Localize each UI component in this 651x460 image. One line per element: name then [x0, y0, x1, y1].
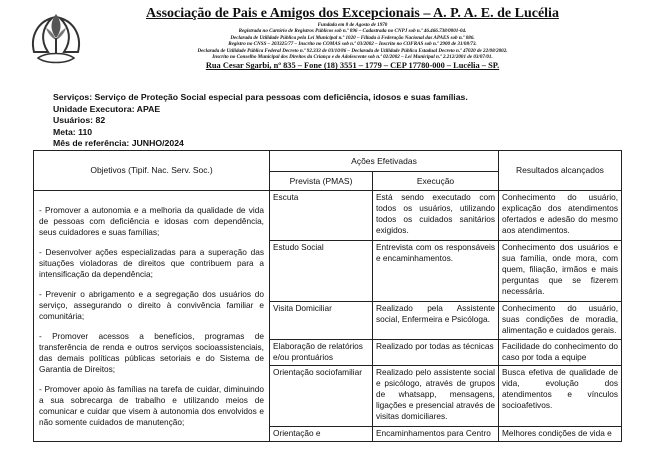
letterhead	[100, 6, 605, 71]
objetivos-cell	[34, 191, 270, 442]
resultado-cell: Busca efetiva de qualidade de vida, evolução dos atendimentos e vínculos socioafetivos.	[499, 366, 622, 427]
prevista-cell: Orientação e	[270, 427, 373, 442]
header-line-2: Registrada no Cartório de Registros Públicos sob n.º 096 – Cadastrada no CNPJ sob n.º 46.466.738/0001-04.	[238, 28, 467, 35]
objetivo-item: - Promover a autonomia e a melhoria da qualidade de vida de pessoas com deficiência e idosas com dependência, seus cuidadores e suas famílias;	[39, 205, 264, 237]
header-acoes-efetivadas: Ações Efetivadas	[270, 151, 499, 172]
table-row	[34, 191, 622, 241]
objetivo-item: - Promover acessos a benefícios, programas de transferência de renda e outros serviços socioassistenciais, das demais políticas públicas setoriais e do Sistema de Garantia de Direitos;	[39, 331, 264, 374]
execucao-cell: Encaminhamentos para Centro	[373, 427, 499, 442]
header-line-6: Inscrito no Conselho Municipal dos Direitos da Criança e do Adolescente sob n.º 02/2002 – Lei Municipal n.º 2.212/2001 de 03/07/01.	[212, 54, 493, 61]
header-line-4: Registro no CNSS – 203325/77 – Inscrito no COMAS sob n.º 03/2002 – Inscrito no COFRAS sob n.º 2900 de 31/08/73.	[228, 41, 477, 48]
apae-logo-icon	[28, 8, 84, 68]
header-execucao: Execução	[373, 172, 499, 191]
prevista-cell: Visita Domiciliar	[270, 301, 373, 339]
execucao-cell: Realizado pelo assistente social e psicólogo, através de grupos de whatsapp, mensagens, ligações e presencial através de visitas domiciliares.	[373, 366, 499, 427]
mes-referencia-line: Mês de referência: JUNHO/2024	[53, 138, 184, 148]
organization-address: Rua Cesar Sgarbi, nº 835 – Fone (18) 3551 – 1779 – CEP 17780-000 – Lucélia – SP.	[205, 61, 500, 71]
prevista-cell: Orientação sociofamiliar	[270, 366, 373, 427]
execucao-cell: Entrevista com os responsáveis e encaminhamentos.	[373, 240, 499, 301]
objetivo-item: - Prevenir o abrigamento e a segregação dos usuários do serviço, assegurando o direito à convivência familiar e comunitária;	[39, 289, 264, 321]
resultado-cell: Conhecimento dos usuários e sua família, onde mora, com quem, filiação, irmãos e mais perguntas que se fizerem necessária.	[499, 240, 622, 301]
prevista-cell: Escuta	[270, 191, 373, 241]
execucao-cell: Realizado por todas as técnicas	[373, 339, 499, 365]
header-line-3: Declarada de Utilidade Pública pela Lei Municipal n.º 1020 – Filiada à Federação Nacional das APAES sob n.º 086.	[230, 34, 475, 41]
execucao-cell: Realizado pela Assistente social, Enfermeira e Psicóloga.	[373, 301, 499, 339]
header-line-1: Fundada em 8 de Agosto de 1970	[317, 22, 388, 28]
usuarios-line: Usuários: 82	[53, 115, 106, 125]
resultado-cell: Facilidade do conhecimento do caso por toda a equipe	[499, 339, 622, 365]
header-resultados: Resultados alcançados	[499, 151, 622, 191]
actions-table	[33, 150, 622, 442]
execucao-cell: Está sendo executado com todos os usuários, utilizando todos os cuidados sanitários exigidos.	[373, 191, 499, 241]
resultado-cell: Conhecimento do usuário, explicação dos atendimentos ofertados e adesão do mesmo aos atendimentos.	[499, 191, 622, 241]
resultado-cell: Conhecimento do usuário, suas condições de moradia, alimentação e cuidados gerais.	[499, 301, 622, 339]
objetivo-item: - Promover apoio às famílias na tarefa de cuidar, diminuindo a sua sobrecarga de trabalho e utilizando meios de comunicar e cuidar que visem à autonomia dos envolvidos e não somente cuidados de manutenção;	[39, 384, 264, 427]
servicos-line: Serviços: Serviço de Proteção Social especial para pessoas com deficiência, idosos e suas famílias.	[53, 92, 468, 102]
header-prevista: Prevista (PMAS)	[270, 172, 373, 191]
header-objetivos: Objetivos (Tipif. Nac. Serv. Soc.)	[34, 151, 270, 191]
prevista-cell: Elaboração de relatórios e/ou prontuários	[270, 339, 373, 365]
resultado-cell: Melhores condições de vida e	[499, 427, 622, 442]
objetivo-item: - Desenvolver ações especializadas para a superação das situações violadoras de direitos que contribuem para a intensificação da dependência;	[39, 247, 264, 279]
organization-title: Associação de Pais e Amigos dos Excepcionais – A. P. A. E. de Lucélia	[146, 6, 559, 21]
report-info	[53, 92, 468, 150]
unidade-line: Unidade Executora: APAE	[53, 103, 161, 114]
header-line-5: Declarada de Utilidade Pública Federal Decreto n.º 92.333 de 03/10/86 – Declarada de Utilidade Pública Estadual Decreto n.º 47020 de 22/08/2002.	[197, 47, 508, 54]
meta-line: Meta: 110	[53, 126, 93, 137]
prevista-cell: Estudo Social	[270, 240, 373, 301]
